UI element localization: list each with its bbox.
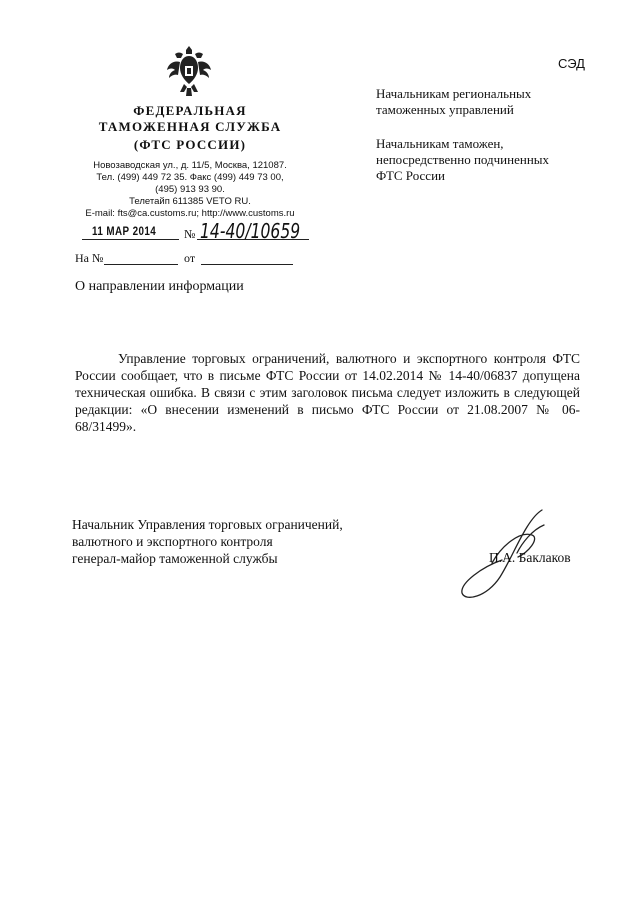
signer-position-line-3: генерал-майор таможенной службы xyxy=(72,551,278,566)
phone-line: Тел. (499) 449 72 35. Факс (499) 449 73 00, xyxy=(96,172,284,183)
addressee-2-line-1: Начальникам таможен, xyxy=(376,136,504,151)
reference-number-blank xyxy=(104,264,178,265)
signer-name: П.А. Баклаков xyxy=(489,550,571,565)
org-abbrev: (ФТС РОССИИ) xyxy=(133,137,247,152)
addressee-1-line-1: Начальникам региональных xyxy=(376,86,532,101)
body-paragraph: Управление торговых ограничений, валютного и экспортного контроля ФТС России сообщает, что в письме ФТС России от 14.02.2014 № 14-40/06837 допущена техническая ошибка. В связи с этим заголовок письма следует изложить в следующей редакции: «О внесении изменений в письмо ФТС России от 21.08.2007 № 06-68/31499». xyxy=(75,351,580,434)
letter-body xyxy=(75,350,580,435)
phone-line-2: (495) 913 93 90. xyxy=(155,184,225,195)
registration-number: 14-40/10659 xyxy=(200,219,301,243)
reference-number-label: На № xyxy=(75,251,104,265)
reference-date-label: от xyxy=(184,251,196,265)
sed-mark: СЭД xyxy=(558,56,585,71)
registration-date-stamp: 11 МАР 2014 xyxy=(92,224,157,238)
number-underline xyxy=(197,239,309,240)
reference-date-blank xyxy=(201,264,293,265)
date-underline xyxy=(82,239,179,240)
letter-subject: О направлении информации xyxy=(75,279,244,294)
teletype-line: Телетайп 611385 VETO RU. xyxy=(129,196,251,207)
signer-position-line-1: Начальник Управления торговых ограничений, xyxy=(72,517,343,532)
address-line: Новозаводская ул., д. 11/5, Москва, 121087. xyxy=(93,160,287,171)
signer-position-line-2: валютного и экспортного контроля xyxy=(72,534,273,549)
addressee-2-line-2: непосредственно подчиненных xyxy=(376,152,550,167)
coat-of-arms-icon xyxy=(165,44,213,98)
email-line: E-mail: fts@ca.customs.ru; http://www.customs.ru xyxy=(85,208,295,219)
addressee-1-line-2: таможенных управлений xyxy=(376,102,514,117)
org-name-line-2: ТАМОЖЕННАЯ СЛУЖБА xyxy=(98,119,282,134)
number-label: № xyxy=(184,227,196,241)
org-name-line-1: ФЕДЕРАЛЬНАЯ xyxy=(133,103,247,118)
addressee-2-line-3: ФТС России xyxy=(376,168,445,183)
